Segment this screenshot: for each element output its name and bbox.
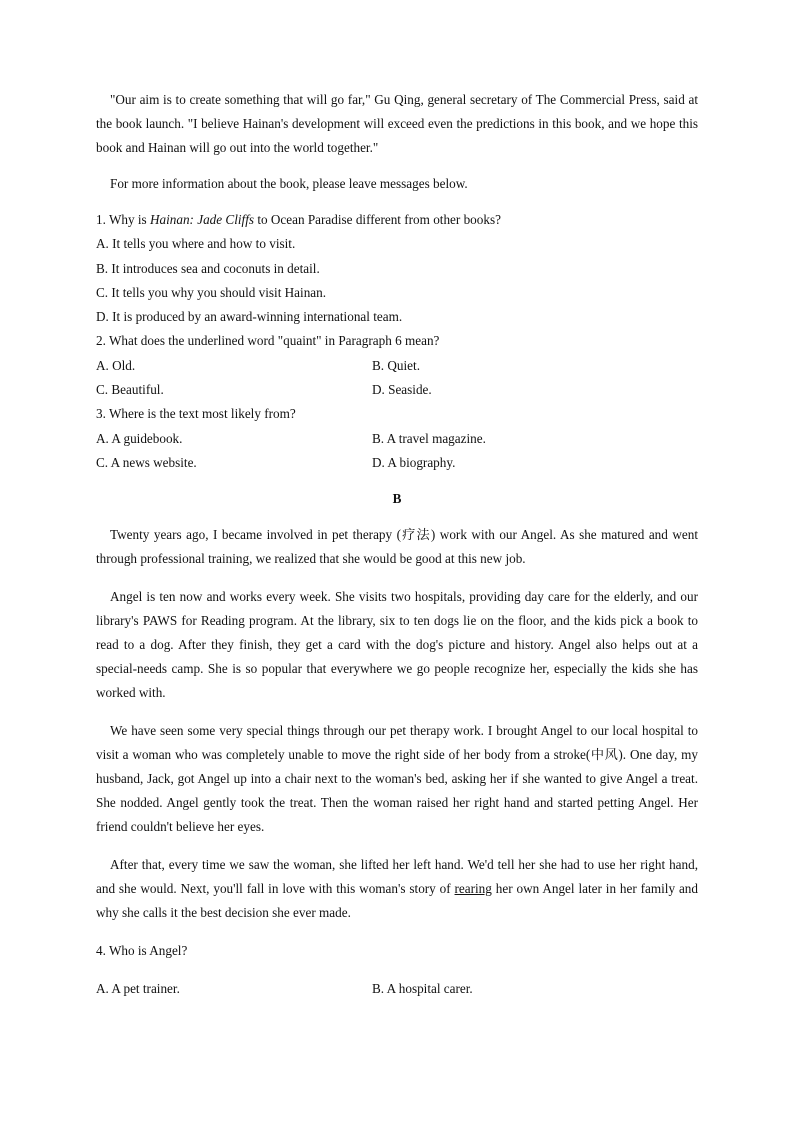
q4-option-a: A. A pet trainer. [96,980,180,996]
paragraph-b4 [96,853,698,925]
q4-options-row-1 [96,977,698,1001]
paragraph-quote: "Our aim is to create something that will go far," Gu Qing, general secretary of The Commercial Press, said at the book launch. "I believe Hainan's development will exceed even the predictions in this book, and we hope this book and Hainan will go out into the world together." [96,92,698,155]
question-4 [96,939,698,1001]
q3-option-a: A. A guidebook. [96,430,183,446]
q4-option-b: B. A hospital carer. [372,980,473,996]
question-2 [96,329,698,402]
question-2-stem: 2. What does the underlined word "quaint" in Paragraph 6 mean? [96,333,440,349]
q2-option-a: A. Old. [96,357,136,373]
q3-option-b: B. A travel magazine. [372,430,486,446]
p4-text-pre: After that, every time we saw the woman, she lifted her left hand. We'd tell her she had to use her right hand, and she would. Next, you'll fall in love with this woman's story of [96,857,698,897]
q1-option-b: B. It introduces sea and coconuts in detail. [96,260,320,276]
question-1 [96,208,698,329]
question-3 [96,402,698,475]
q3-option-c: C. A news website. [96,454,197,470]
question-4-stem: 4. Who is Angel? [96,943,188,959]
q2-options-row-1 [96,354,698,378]
q1-option-a: A. It tells you where and how to visit. [96,236,296,252]
q1-book-title: Hainan: Jade Cliffs [149,212,255,227]
q3-option-d: D. A biography. [372,454,456,470]
q3-options-row-1 [96,427,698,451]
q1-option-d: D. It is produced by an award-winning international team. [96,309,403,325]
document-page [96,88,698,1001]
paragraph-b2: Angel is ten now and works every week. She visits two hospitals, providing day care for the elderly, and our library's PAWS for Reading program. At the library, six to ten dogs lie on the floor, and the kids pick a book to read to a dog. After they finish, they get a card with the dog's picture and history. Angel also helps out at a special-needs camp. She is so popular that everywhere we go people recognize her, especially the kids she has worked with. [96,589,698,701]
paragraph-b3: We have seen some very special things through our pet therapy work. I brought Angel to our local hospital to visit a woman who was completely unable to move the right side of her body from a stroke(中风). One day, my husband, Jack, got Angel up into a chair next to the woman's bed, asking her if she wanted to give Angel a treat. She nodded. Angel gently took the treat. Then the woman raised her right hand and started petting Angel. Her friend couldn't believe her eyes. [96,723,698,835]
paragraph-b1: Twenty years ago, I became involved in pet therapy (疗法) work with our Angel. As she matured and went through professional training, we realized that she would be good at this new job. [96,527,698,567]
q1-stem-post: to Ocean Paradise different from other books? [254,212,501,227]
section-heading-b: B [392,491,402,507]
q2-option-d: D. Seaside. [372,382,432,398]
q1-stem-pre: 1. Why is [96,212,150,227]
q3-options-row-2 [96,451,698,475]
q2-option-b: B. Quiet. [372,357,420,373]
underlined-word-rearing: rearing [454,881,492,897]
q2-options-row-2 [96,378,698,402]
p4-text-post: her own Angel later in her family and why she calls it the best decision she ever made. [96,881,698,921]
q1-option-c: C. It tells you why you should visit Hainan. [96,284,327,300]
question-1-stem [96,208,698,232]
q2-option-c: C. Beautiful. [96,382,164,398]
paragraph-more-info: For more information about the book, please leave messages below. [110,176,468,191]
question-3-stem: 3. Where is the text most likely from? [96,406,296,422]
